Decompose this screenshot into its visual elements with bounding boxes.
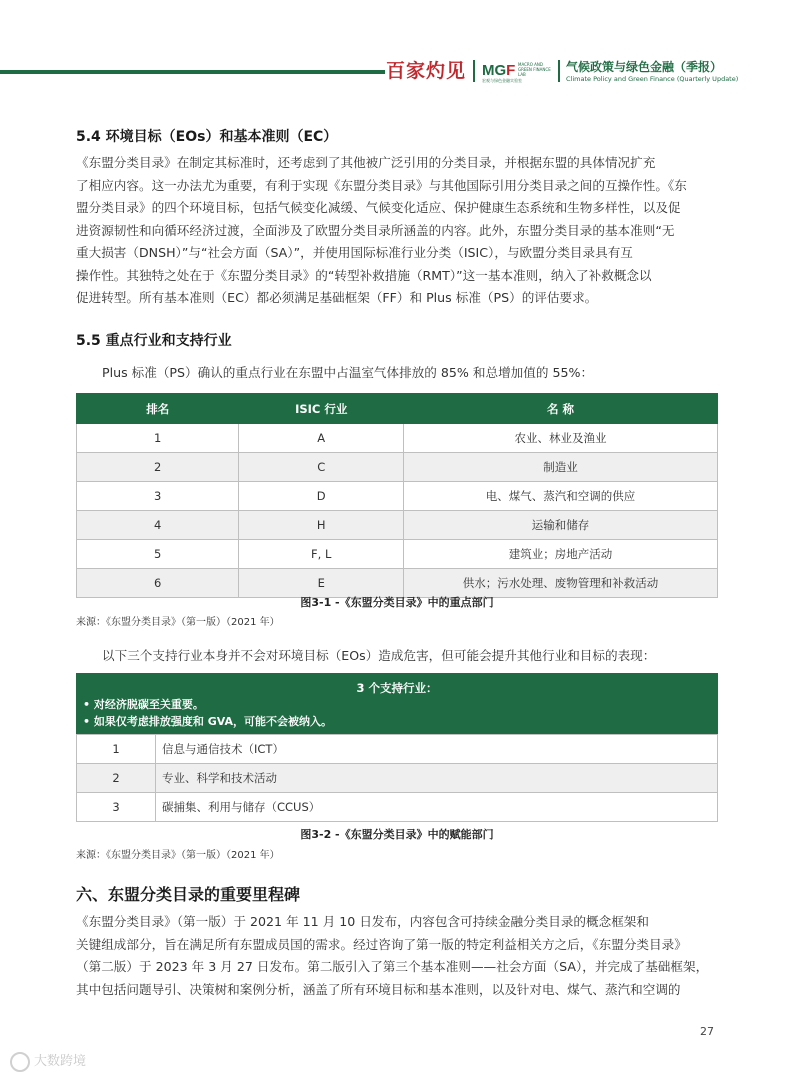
publication-title: 气候政策与绿色金融（季报） xyxy=(566,60,723,74)
page-header xyxy=(0,48,794,88)
cell-rank: 4 xyxy=(77,511,239,540)
header-divider xyxy=(473,60,475,82)
cell-isic: H xyxy=(239,511,404,540)
section-6-heading: 六、东盟分类目录的重要里程碑 xyxy=(76,885,301,904)
paragraph-line: 其中包括问题导引、决策树和案例分析，涵盖了所有环境目标和基本准则，以及针对电、煤气、蒸汽和空调的 xyxy=(76,981,681,997)
cell-rank: 2 xyxy=(77,453,239,482)
cell-name: 建筑业；房地产活动 xyxy=(404,540,718,569)
figure-3-2-source: 来源：《东盟分类目录》（第一版）（2021 年） xyxy=(76,850,280,861)
publication-subtitle: Climate Policy and Green Finance (Quarterly Update) xyxy=(566,75,739,83)
column-header-isic: ISIC 行业 xyxy=(239,394,404,424)
paragraph-line: 了相应内容。这一办法尤为重要，有利于实现《东盟分类目录》与其他国际引用分类目录之间的互操作性。《东 xyxy=(76,177,687,193)
cell-isic: F, L xyxy=(239,540,404,569)
cell-isic: E xyxy=(239,569,404,598)
section-5-4-heading: 5.4 环境目标（EOs）和基本准则（EC） xyxy=(76,129,338,145)
paragraph-line: 操作性。其独特之处在于《东盟分类目录》的“转型补救措施（RMT）”这一基本准则，纳入了补救概念以 xyxy=(76,267,652,283)
header-rule xyxy=(0,70,385,74)
paragraph-line: 关键组成部分，旨在满足所有东盟成员国的需求。经过咨询了第一版的特定利益相关方之后，《东盟分类目录》 xyxy=(76,936,687,952)
watermark-logo-icon xyxy=(10,1052,30,1072)
cell-isic: C xyxy=(239,453,404,482)
paragraph-line: 重大损害（DNSH）”与“社会方面（SA）”，并使用国际标准行业分类（ISIC），与欧盟分类目录具有互 xyxy=(76,245,633,260)
support-sectors-intro: 以下三个支持行业本身并不会对环境目标（EOs）造成危害，但可能会提升其他行业和目标的表现： xyxy=(102,648,656,663)
table-row xyxy=(77,482,718,511)
cell-sector: 专业、科学和技术活动 xyxy=(156,764,718,793)
paragraph-line: 《东盟分类目录》在制定其标准时，还考虑到了其他被广泛引用的分类目录，并根据东盟的具体情况扩充 xyxy=(76,155,656,170)
mgf-logo xyxy=(482,60,554,82)
key-sectors-table xyxy=(76,393,718,598)
table-row xyxy=(77,793,718,822)
cell-name: 供水；污水处理、废物管理和补救活动 xyxy=(404,569,718,598)
table-row xyxy=(77,764,718,793)
cell-sector: 碳捕集、利用与储存（CCUS） xyxy=(156,793,718,822)
support-sectors-table xyxy=(76,673,718,822)
cell-number: 1 xyxy=(77,735,156,764)
support-bullet: • 如果仅考虑排放强度和 GVA，可能不会被纳入。 xyxy=(83,715,332,728)
table-header-row xyxy=(77,394,718,424)
support-table-header xyxy=(76,673,718,734)
cell-isic: A xyxy=(239,424,404,453)
watermark xyxy=(10,1050,86,1072)
cell-isic: D xyxy=(239,482,404,511)
column-header-rank: 排名 xyxy=(77,394,239,424)
cell-number: 3 xyxy=(77,793,156,822)
figure-3-1-caption: 图3-1 -《东盟分类目录》中的重点部门 xyxy=(300,596,494,609)
table-row xyxy=(77,735,718,764)
page-number: 27 xyxy=(700,1025,714,1038)
section-5-4-paragraph xyxy=(76,152,718,310)
paragraph-line: 促进转型。所有基本准则（EC）都必须满足基础框架（FF）和 Plus 标准（PS）的评估要求。 xyxy=(76,290,598,305)
column-header-name: 名 称 xyxy=(404,394,718,424)
header-divider xyxy=(558,60,560,82)
paragraph-line: 盟分类目录》的四个环境目标，包括气候变化减缓、气候变化适应、保护健康生态系统和生物多样性，以及促 xyxy=(76,200,681,215)
cell-rank: 3 xyxy=(77,482,239,511)
paragraph-line: 进资源韧性和向循环经济过渡，全面涉及了欧盟分类目录所涵盖的内容。此外，东盟分类目录的基本准则“无 xyxy=(76,222,675,238)
watermark-text: 大数跨境 xyxy=(34,1054,87,1069)
section-5-5-intro: Plus 标准（PS）确认的重点行业在东盟中占温室气体排放的 85% 和总增加值的 55%： xyxy=(102,365,594,380)
paragraph-line: （第二版）于 2023 年 3 月 27 日发布。第二版引入了第三个基本准则——社会方面（SA），并完成了基础框架， xyxy=(76,959,709,974)
cell-rank: 1 xyxy=(77,424,239,453)
support-bullet: • 对经济脱碳至关重要。 xyxy=(83,698,204,711)
cell-name: 农业、林业及渔业 xyxy=(404,424,718,453)
table-row xyxy=(77,540,718,569)
logo-subtitle: MACRO AND GREEN FINANCE LAB xyxy=(518,62,551,77)
support-sectors-list xyxy=(76,734,718,822)
figure-3-1-source: 来源：《东盟分类目录》（第一版）（2021 年） xyxy=(76,617,280,628)
logo-subtitle-cn: 宏观与绿色金融实验室 xyxy=(482,78,522,83)
cell-number: 2 xyxy=(77,764,156,793)
cell-rank: 6 xyxy=(77,569,239,598)
brand-title: 百家灼见 xyxy=(386,60,467,82)
table-row xyxy=(77,424,718,453)
cell-name: 制造业 xyxy=(404,453,718,482)
paragraph-line: 《东盟分类目录》（第一版）于 2021 年 11 月 10 日发布，内容包含可持续金融分类目录的概念框架和 xyxy=(76,914,649,929)
cell-rank: 5 xyxy=(77,540,239,569)
logo-f: F xyxy=(506,62,516,79)
section-6-paragraph xyxy=(76,911,718,1001)
support-table-title: 3 个支持行业： xyxy=(356,681,438,695)
logo-mg: MG xyxy=(482,62,507,79)
cell-sector: 信息与通信技术（ICT） xyxy=(156,735,718,764)
cell-name: 电、煤气、蒸汽和空调的供应 xyxy=(404,482,718,511)
table-row xyxy=(77,453,718,482)
figure-3-2-caption: 图3-2 -《东盟分类目录》中的赋能部门 xyxy=(300,828,494,841)
cell-name: 运输和储存 xyxy=(404,511,718,540)
section-5-5-heading: 5.5 重点行业和支持行业 xyxy=(76,333,232,349)
table-row xyxy=(77,511,718,540)
